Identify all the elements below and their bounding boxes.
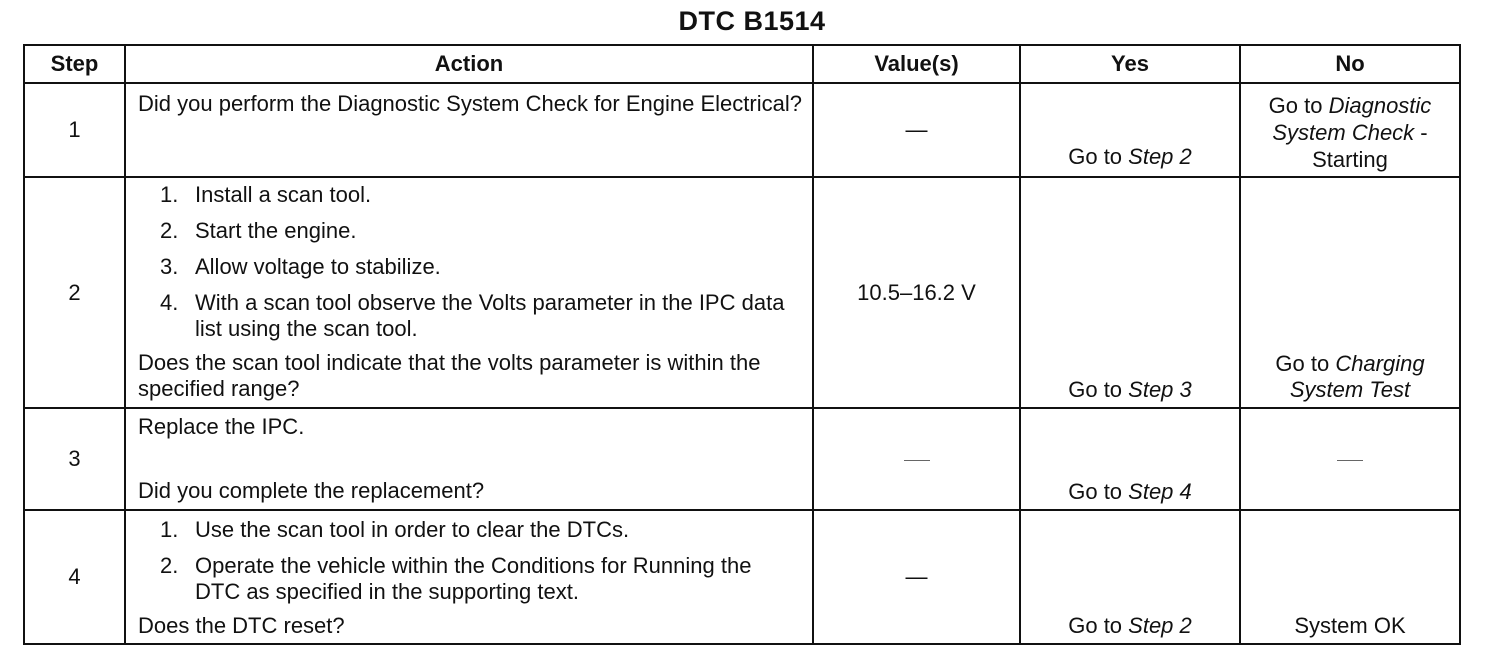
- yes-link[interactable]: Go to Step 4: [1068, 479, 1192, 504]
- header-yes: Yes: [1020, 45, 1240, 83]
- list-item: 1. Install a scan tool.: [160, 182, 372, 207]
- page-title: DTC B1514: [678, 6, 826, 36]
- value-text: —: [905, 564, 928, 589]
- no-link[interactable]: Go to Charging System Test: [1275, 351, 1425, 402]
- yes-cell: [1020, 408, 1240, 510]
- action-cell: [125, 510, 813, 644]
- header-action: Action: [125, 45, 813, 83]
- yes-link[interactable]: Go to Step 2: [1068, 613, 1192, 638]
- action-cell: [125, 83, 813, 177]
- value-cell: [813, 408, 1020, 510]
- value-cell: [813, 510, 1020, 644]
- value-cell: [813, 177, 1020, 408]
- table-row: [24, 408, 1460, 510]
- header-values: Value(s): [813, 45, 1020, 83]
- no-dash: [1337, 460, 1363, 461]
- question-text: Does the scan tool indicate that the volts parameter is within the specified range?: [138, 350, 761, 401]
- list-item: 4. With a scan tool observe the Volts parameter in the IPC data list using the scan tool.: [160, 290, 785, 341]
- value-cell: [813, 83, 1020, 177]
- table-row: [24, 83, 1460, 177]
- action-text: Replace the IPC.: [138, 414, 305, 439]
- action-text: Did you perform the Diagnostic System Check for Engine Electrical?: [138, 91, 802, 116]
- no-cell: [1240, 83, 1460, 177]
- yes-link[interactable]: Go to Step 3: [1068, 377, 1192, 402]
- step-number: 2: [24, 177, 125, 408]
- step-number: 4: [24, 510, 125, 644]
- action-cell: [125, 408, 813, 510]
- no-text: System OK: [1294, 613, 1406, 638]
- dtc-table: [23, 44, 1461, 645]
- step-number: 3: [24, 408, 125, 510]
- yes-link[interactable]: Go to Step 2: [1068, 144, 1192, 169]
- table-row: [24, 177, 1460, 408]
- no-cell: [1240, 510, 1460, 644]
- question-text: Does the DTC reset?: [138, 613, 345, 638]
- header-step: Step: [24, 45, 125, 83]
- table-row: [24, 510, 1460, 644]
- header-no: No: [1240, 45, 1460, 83]
- no-cell: [1240, 408, 1460, 510]
- header-row: [24, 45, 1460, 83]
- no-link[interactable]: Go to Diagnostic System Check - Starting: [1268, 93, 1432, 172]
- list-item: 2. Start the engine.: [160, 218, 357, 243]
- action-cell: [125, 177, 813, 408]
- substep-list: [138, 517, 802, 605]
- list-item: 1. Use the scan tool in order to clear the DTCs.: [160, 517, 630, 542]
- value-dash: [904, 460, 930, 461]
- question-text: Did you complete the replacement?: [138, 478, 485, 503]
- yes-cell: [1020, 510, 1240, 644]
- list-item: 3. Allow voltage to stabilize.: [160, 254, 441, 279]
- step-number: 1: [24, 83, 125, 177]
- value-text: —: [905, 117, 928, 142]
- substep-list: [138, 182, 802, 342]
- yes-cell: [1020, 177, 1240, 408]
- list-item: 2. Operate the vehicle within the Conditions for Running the DTC as specified in the supporting text.: [160, 553, 752, 604]
- value-text: 10.5–16.2 V: [857, 279, 976, 305]
- no-cell: [1240, 177, 1460, 408]
- yes-cell: [1020, 83, 1240, 177]
